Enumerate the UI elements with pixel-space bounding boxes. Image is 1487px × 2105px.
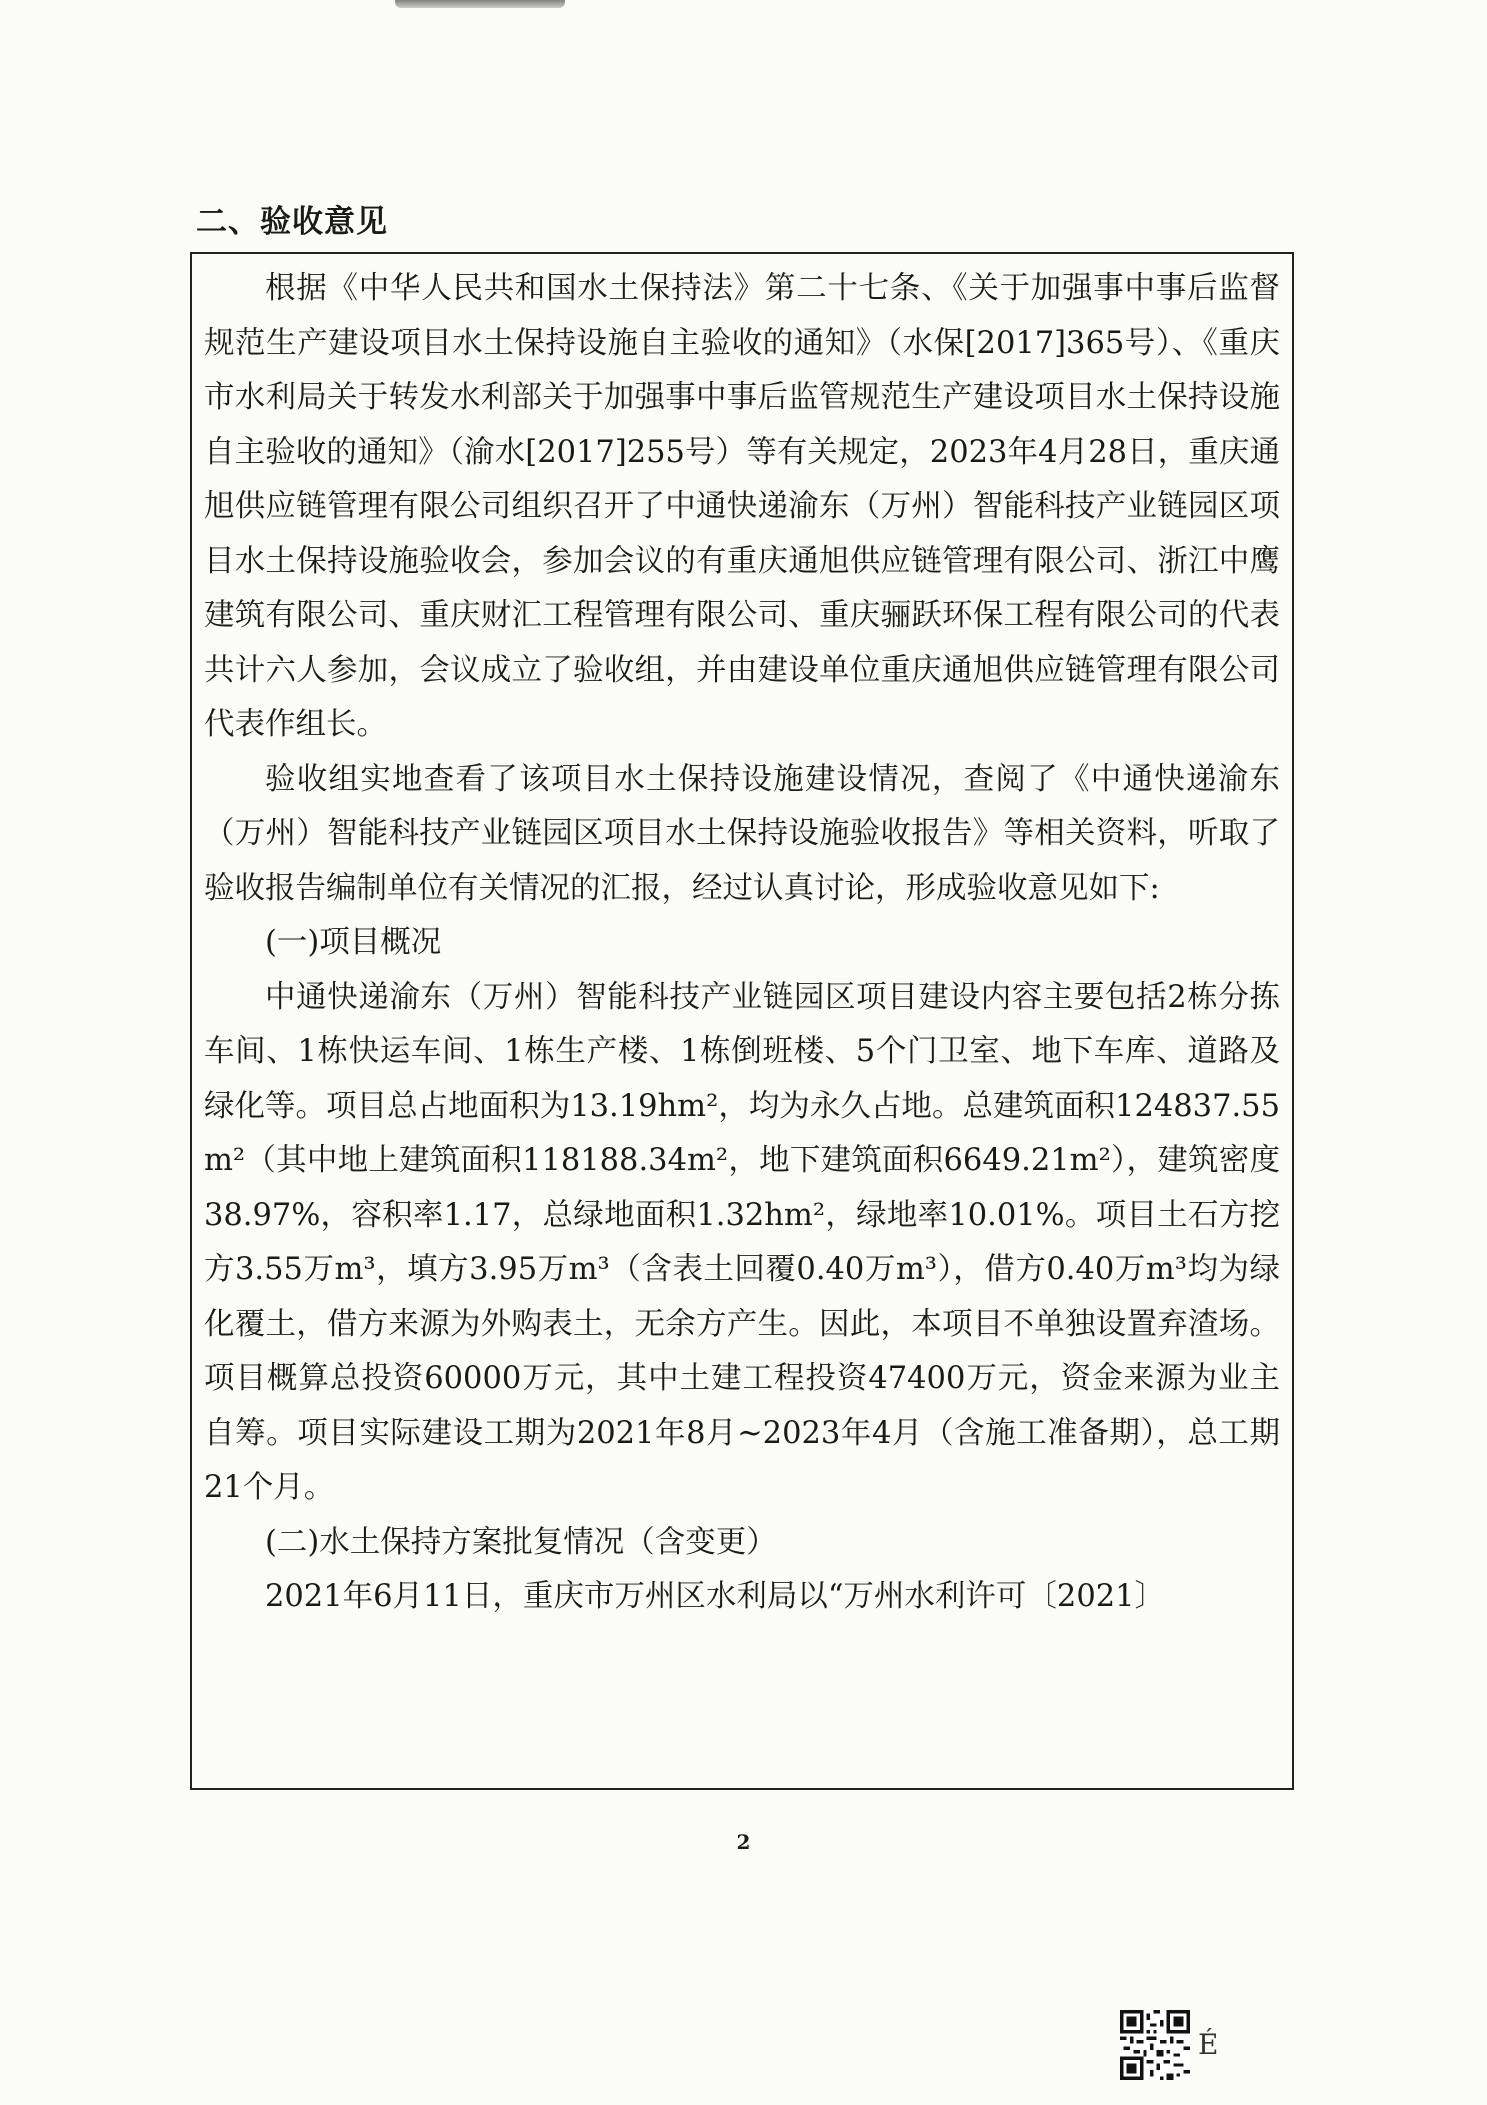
- paragraph-legal-basis: 根据《中华人民共和国水土保持法》第二十七条、《关于加强事中事后监督规范生产建设项目水土保持设施自主验收的通知》（水保[2017]365号）、《重庆市水利局关于转发水利部关于加强事中事后监管规范生产建设项目水土保持设施自主验收的通知》（渝水[2017]255号）等有关规定，2023年4月28日，重庆通旭供应链管理有限公司组织召开了中通快递渝东（万州）智能科技产业链园区项目水土保持设施验收会，参加会议的有重庆通旭供应链管理有限公司、浙江中鹰建筑有限公司、重庆财汇工程管理有限公司、重庆骊跃环保工程有限公司的代表共计六人参加，会议成立了验收组，并由建设单位重庆通旭供应链管理有限公司代表作组长。: [204, 271, 1280, 742]
- paragraph-project-overview: 中通快递渝东（万州）智能科技产业链园区项目建设内容主要包括2栋分拣车间、1栋快运车间、1栋生产楼、1栋倒班楼、5个门卫室、地下车库、道路及绿化等。项目总占地面积为13.19hm²，均为永久占地。总建筑面积124837.55m²（其中地上建筑面积118188.34m²，地下建筑面积6649.21m²），建筑密度38.97%，容积率1.17，总绿地面积1.32hm²，绿地率10.01%。项目土石方挖方3.55万m³，填方3.95万m³（含表土回覆0.40万m³），借方0.40万m³均为绿化覆土，借方来源为外购表土，无余方产生。因此，本项目不单独设置弃渣场。项目概算总投资60000万元，其中土建工程投资47400万元，资金来源为业主自筹。项目实际建设工期为2021年8月~2023年4月（含施工准备期），总工期21个月。: [204, 979, 1280, 1505]
- qr-code: [1120, 2010, 1190, 2080]
- opinion-text: [204, 262, 1280, 1625]
- subheading-plan-approval: (二)水土保持方案批复情况（含变更）: [265, 1524, 777, 1560]
- acceptance-opinion-box: [190, 252, 1294, 1790]
- corner-mark: É: [1198, 2028, 1219, 2061]
- section-heading: 二、验收意见: [196, 204, 388, 240]
- paragraph-inspection: 验收组实地查看了该项目水土保持设施建设情况，查阅了《中通快递渝东（万州）智能科技产业链园区项目水土保持设施验收报告》等相关资料，听取了验收报告编制单位有关情况的汇报，经过认真讨论，形成验收意见如下:: [204, 761, 1280, 906]
- scan-smudge: [395, 0, 565, 8]
- page-number: 2: [736, 1830, 751, 1854]
- subheading-project-overview: (一)项目概况: [265, 925, 442, 960]
- paragraph-plan-approval: 2021年6月11日，重庆市万州区水利局以“万州水利许可〔2021〕: [265, 1579, 1166, 1614]
